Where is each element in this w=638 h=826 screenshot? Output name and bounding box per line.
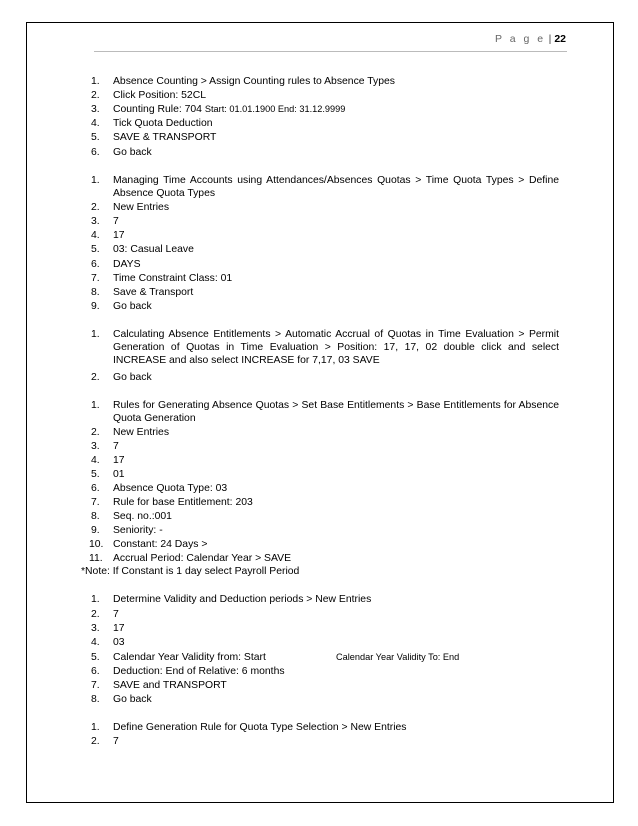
list-item: 1. Determine Validity and Deduction periods > New Entries (91, 594, 372, 605)
list-item: 9. Go back (91, 301, 152, 312)
list-item: 2. Go back (91, 372, 152, 383)
list-item: 1. Calculating Absence Entitlements > Automatic Accrual of Quotas in Time Evaluation > Permit Generation of Quotas in Time Evaluation > Position: 17, 17, 02 double click and select INCREASE and also select INCREASE for 7,17, 03 SAVE (91, 329, 559, 366)
date-range: Start: 01.01.1900 End: 31.12.9999 (204, 104, 346, 114)
list-item: 7. Time Constraint Class: 01 (91, 273, 233, 284)
list-item: 1. Absence Counting > Assign Counting rules to Absence Types (91, 76, 395, 87)
list-item: 11. Accrual Period: Calendar Year > SAVE (89, 553, 291, 564)
list-item: 8. Save & Transport (91, 287, 194, 298)
list-item: 6. Deduction: End of Relative: 6 months (91, 666, 285, 677)
list-item: 4. 17 (91, 230, 125, 241)
note-text: *Note: If Constant is 1 day select Payroll Period (81, 566, 300, 577)
list-item: 5. SAVE & TRANSPORT (91, 132, 217, 143)
list-item: 2. Click Position: 52CL (91, 90, 206, 101)
list-item: 5. 01 (91, 469, 125, 480)
list-item: 2. New Entries (91, 202, 170, 213)
list-item: 4. 17 (91, 455, 125, 466)
page-header (495, 33, 566, 45)
list-item: 2. 7 (91, 736, 119, 747)
list-item: 6. Go back (91, 147, 152, 158)
list-item: 3. 7 (91, 216, 119, 227)
list-item: 6. Absence Quota Type: 03 (91, 483, 228, 494)
list-item: 10. Constant: 24 Days > (89, 539, 208, 550)
list-item: 3. 17 (91, 623, 125, 634)
page-label: P a g e (494, 33, 546, 45)
list-item: 5. Calendar Year Validity from: Start (91, 652, 266, 663)
list-item: 8. Go back (91, 694, 152, 705)
list-item: 2. New Entries (91, 427, 170, 438)
list-item: 1. Define Generation Rule for Quota Type Selection > New Entries (91, 722, 407, 733)
list-item: 7. SAVE and TRANSPORT (91, 680, 227, 691)
list-item: 8. Seq. no.:001 (91, 511, 172, 522)
list-item: 4. 03 (91, 637, 125, 648)
list-item: 2. 7 (91, 609, 119, 620)
list-item: 1. Managing Time Accounts using Attendances/Absences Quotas > Time Quota Types > Define Absence Quota Types (91, 175, 559, 199)
list-item: 1. Rules for Generating Absence Quotas > Set Base Entitlements > Base Entitlements for Absence Quota Generation (91, 400, 559, 424)
header-rule (94, 51, 567, 52)
list-item: 7. Rule for base Entitlement: 203 (91, 497, 253, 508)
list-item: 6. DAYS (91, 259, 141, 270)
page-number: 22 (554, 33, 566, 45)
list-item: 9. Seniority: - (91, 525, 163, 536)
list-item: 3. 7 (91, 441, 119, 452)
calendar-validity-to: Calendar Year Validity To: End (336, 652, 460, 662)
list-item: 4. Tick Quota Deduction (91, 118, 213, 129)
page-separator: | (548, 33, 552, 45)
list-item: 5. 03: Casual Leave (91, 244, 194, 255)
list-item: 3. Counting Rule: 704 Start: 01.01.1900 End: 31.12.9999 (91, 104, 346, 115)
